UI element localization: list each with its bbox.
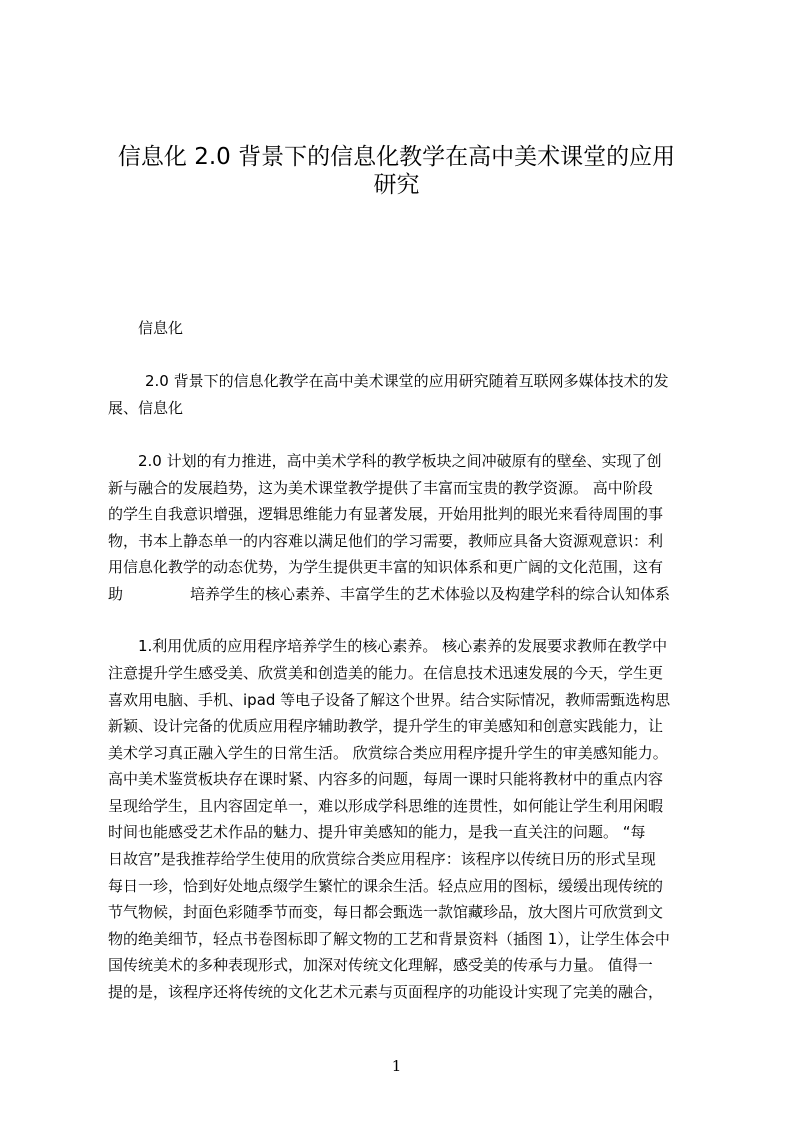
paragraph-3-line: 每日一珍，恰到好处地点缀学生繁忙的课余生活。轻点应用的图标，缓缓出现传统的 [108, 877, 664, 895]
paragraph-3-line: 美术学习真正融入学生的日常生活。 欣赏综合类应用程序提升学生的审美感知能力。 [108, 744, 668, 762]
paragraph-3-line: 提的是，该程序还将传统的文化艺术元素与页面程序的功能设计实现了完美的融合， [108, 983, 664, 1001]
paragraph-3-line: 注意提升学生感受美、欣赏美和创造美的能力。在信息技术迅速发展的今天，学生更 [108, 664, 664, 682]
paragraph-2-line: 新与融合的发展趋势，这为美术课堂教学提供了丰富而宝贵的教学资源。 高中阶段 [108, 479, 653, 497]
paragraph-2-line: 2.0 计划的有力推进，高中美术学科的教学板块之间冲破原有的壁垒、实现了创 [138, 452, 662, 470]
paragraph-2-line-end: 培养学生的核心素养、丰富学生的艺术体验以及构建学科的综合认知体系 [190, 585, 671, 603]
page-number: 1 [391, 1057, 402, 1075]
paragraph-2-line-start: 助 [108, 585, 124, 603]
paragraph-2-line: 物，书本上静态单一的内容难以满足他们的学习需要，教师应具备大资源观意识：利 [108, 532, 664, 550]
paragraph-3-line: 物的绝美细节，轻点书卷图标即了解文物的工艺和背景资料（插图 1），让学生体会中 [108, 930, 670, 948]
paragraph-3-line: 日故宫”是我推荐给学生使用的欣赏综合类应用程序：该程序以传统日历的形式呈现 [108, 850, 656, 868]
paragraph-3-line: 节气物候，封面色彩随季节而变，每日都会甄选一款馆藏珍品，放大图片可欣赏到文 [108, 903, 664, 921]
paragraph-3-line: 喜欢用电脑、手机、ipad 等电子设备了解这个世界。结合实际情况，教师需甄选构思 [108, 691, 671, 709]
paragraph-3-line: 时间也能感受艺术作品的魅力、提升审美感知的能力，是我一直关注的问题。 “每 [108, 823, 646, 841]
document-title-line-2: 研究 [373, 172, 420, 198]
paragraph-3-line: 新颖、设计完备的优质应用程序辅助教学，提升学生的审美感知和创意实践能力，让 [108, 717, 664, 735]
paragraph-3-line: 1.利用优质的应用程序培养学生的核心素养。 核心素养的发展要求教师在教学中 [138, 637, 668, 655]
paragraph-3-line: 国传统美术的多种表现形式，加深对传统文化理解，感受美的传承与力量。 值得一 [108, 956, 653, 974]
section-heading: 信息化 [138, 319, 184, 337]
paragraph-2-line: 的学生自我意识增强，逻辑思维能力有显著发展，开始用批判的眼光来看待周围的事 [108, 505, 664, 523]
document-title-line-1: 信息化 2.0 背景下的信息化教学在高中美术课堂的应用 [117, 144, 676, 170]
paragraph-2-line: 用信息化教学的动态优势，为学生提供更丰富的知识体系和更广阔的文化范围，这有 [108, 558, 664, 576]
paragraph-3-line: 呈现给学生，且内容固定单一，难以形成学科思维的连贯性，如何能让学生利用闲暇 [108, 797, 664, 815]
paragraph-1-line: 展、信息化 [108, 399, 184, 417]
paragraph-1-line: 2.0 背景下的信息化教学在高中美术课堂的应用研究随着互联网多媒体技术的发 [145, 372, 669, 390]
paragraph-3-line: 高中美术鉴赏板块存在课时紧、内容多的问题，每周一课时只能将教材中的重点内容 [108, 770, 664, 788]
